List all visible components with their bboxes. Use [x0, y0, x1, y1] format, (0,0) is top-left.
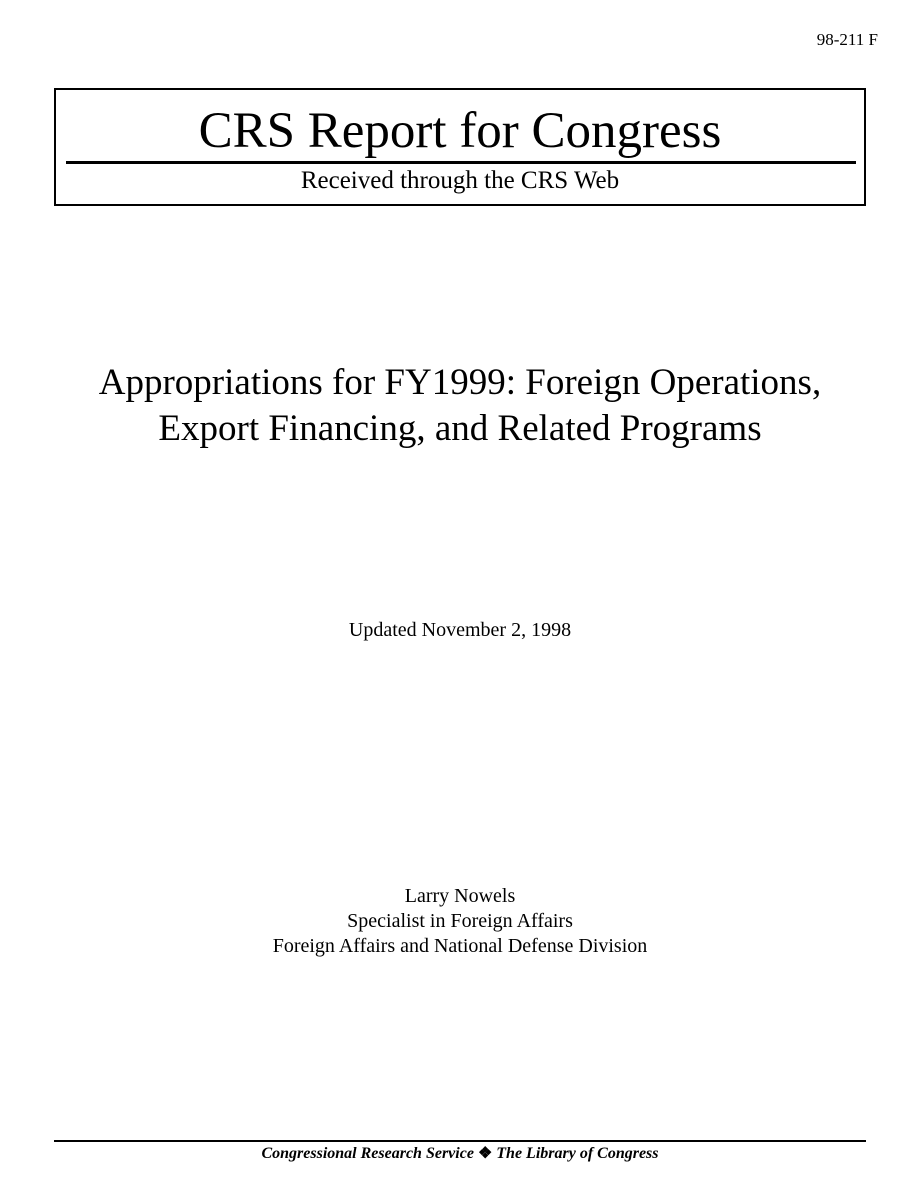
diamond-ornament-icon: ❖: [477, 1145, 493, 1162]
footer: [0, 1144, 920, 1164]
author-name: Larry Nowels: [404, 885, 516, 907]
report-header-box: [54, 88, 866, 206]
header-divider: [66, 161, 856, 164]
report-number: 98-211 F: [816, 30, 878, 49]
document-title-line: Appropriations for FY1999: Foreign Operations,: [98, 362, 822, 403]
updated-date: Updated November 2, 1998: [348, 619, 572, 641]
footer-library: The Library of Congress: [496, 1145, 659, 1162]
report-series-title: CRS Report for Congress: [198, 103, 722, 159]
footer-organization: Congressional Research Service: [261, 1145, 474, 1162]
document-title: [40, 360, 880, 452]
document-title-line: Export Financing, and Related Programs: [158, 408, 762, 449]
report-source-subtitle: Received through the CRS Web: [300, 167, 620, 194]
author-position: Specialist in Foreign Affairs: [347, 910, 573, 932]
footer-divider: [54, 1140, 866, 1142]
author-division: Foreign Affairs and National Defense Division: [272, 935, 648, 957]
author-block: [0, 884, 920, 959]
